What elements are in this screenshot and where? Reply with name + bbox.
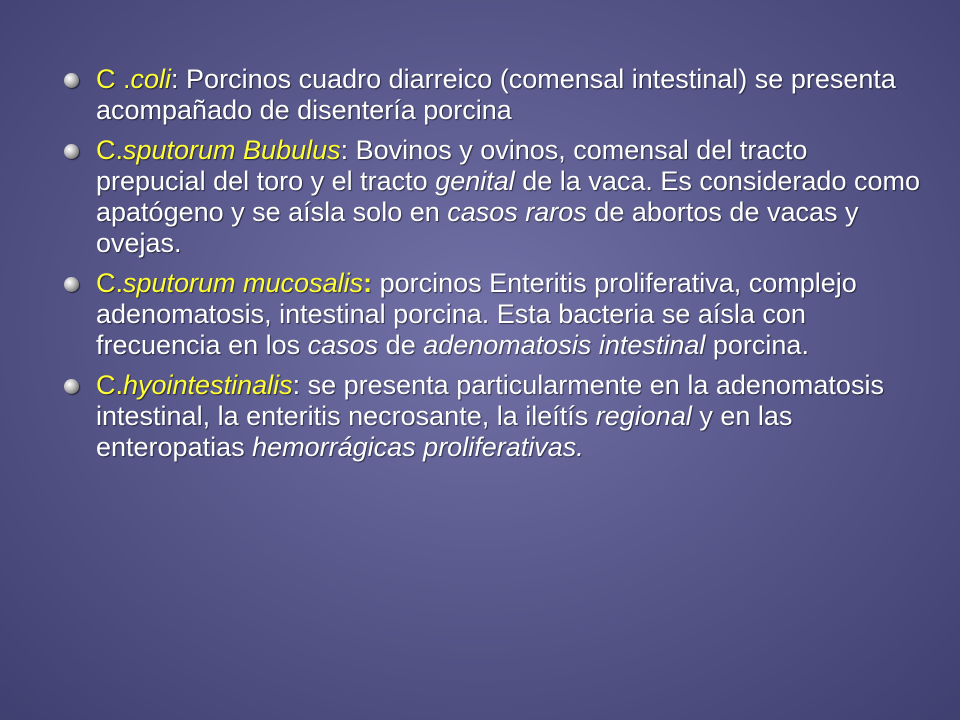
- separator: :: [171, 64, 179, 94]
- description-text: porcina.: [705, 330, 809, 360]
- description-text: de: [378, 330, 424, 360]
- species-name: sputorum mucosalis: [123, 268, 364, 298]
- description-text: y en las enteropatias: [96, 401, 793, 462]
- genus-label: C.: [96, 135, 123, 165]
- bullet-item-sputorum-mucosalis: [62, 268, 922, 361]
- sphere-bullet-icon: [64, 73, 79, 88]
- species-name: coli: [130, 64, 172, 94]
- bullet-item-coli: [62, 64, 922, 126]
- sphere-bullet-icon: [64, 277, 79, 292]
- genus-label: C.: [96, 370, 123, 400]
- italic-term: hemorrágicas proliferativas.: [252, 432, 584, 462]
- description-text: Porcinos cuadro diarreico (comensal intestinal) se presenta acompañado de disentería porcina: [96, 64, 896, 125]
- description-text: Bovinos y ovinos, comensal del tracto prepucial del toro y el tracto: [96, 135, 808, 196]
- italic-term: casos: [307, 330, 379, 360]
- separator: :: [340, 135, 349, 165]
- sphere-bullet-icon: [64, 379, 79, 394]
- bullet-item-sputorum-bubulus: [62, 135, 922, 259]
- italic-term: adenomatosis intestinal: [423, 330, 706, 360]
- separator: :: [292, 370, 301, 400]
- description-text: porcinos Enteritis proliferativa, complejo adenomatosis, intestinal porcina. Esta bacteria se aísla con frecuencia en los: [96, 268, 857, 360]
- genus-label: C .: [96, 64, 131, 94]
- sphere-bullet-icon: [64, 144, 79, 159]
- italic-term: casos raros: [447, 197, 587, 227]
- description-text: de la vaca. Es considerado como apatógeno y se aísla solo en: [96, 166, 920, 227]
- bullet-item-hyointestinalis: [62, 370, 922, 463]
- italic-term: genital: [435, 166, 515, 196]
- genus-label: C.: [96, 268, 123, 298]
- separator: :: [363, 268, 373, 298]
- description-text: de abortos de vacas y ovejas.: [96, 197, 859, 258]
- italic-term: regional: [595, 401, 692, 431]
- species-name: sputorum Bubulus: [123, 135, 341, 165]
- species-name: hyointestinalis: [123, 370, 293, 400]
- bullet-list: [62, 64, 922, 472]
- description-text: se presenta particularmente en la adenomatosis intestinal, la enteritis necrosante, la ileítís: [96, 370, 884, 431]
